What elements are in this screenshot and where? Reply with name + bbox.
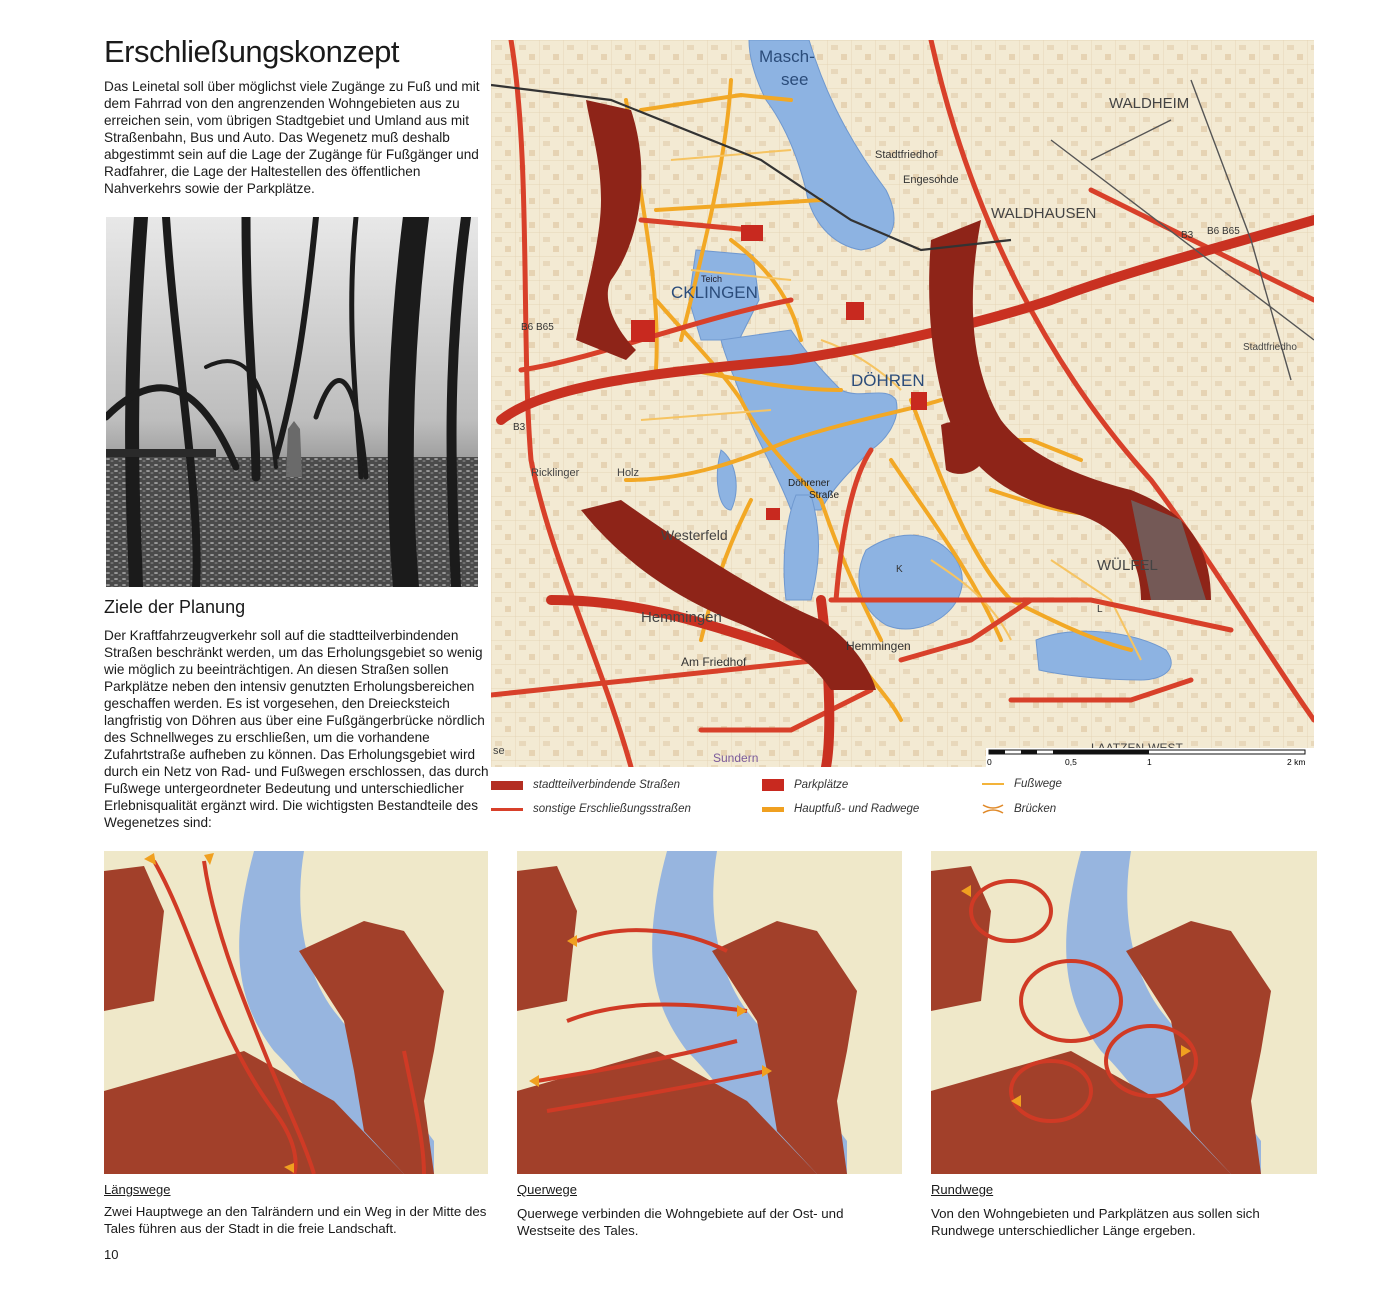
development-concept-map xyxy=(491,40,1314,767)
goals-paragraph: Der Kraftfahrzeugverkehr soll auf die stadtteilverbindenden Straßen beschränkt werden, um das Erholungsgebiet so wenig wie möglich zu beeinträchtigen. An diesen Straßen sollen Parkplätze neben den intensiv genutzten Erholungsbereichen geschaffen werden. Es ist vorgesehen, den Dreiecksteich langfristig von Döhren aus über eine Fußgängerbrücke nördlich des Schnellweges zu erschließen, um die vorhandene Zufahrtstraße aufheben zu können. Das Erholungsgebiet wird durch ein Netz von Rad- und Fußwegen erschlossen, das durch Fußwege untergeordneter Bedeutung und unterschiedlicher Erlebnisqualität ergänzt wird. Die wichtigsten Bestandteile des Wegenetzes sind: xyxy=(104,628,489,830)
forest-photo xyxy=(106,217,478,587)
label-westerfeld: Westerfeld xyxy=(661,527,728,543)
scale-label-1: 1 xyxy=(1147,757,1152,767)
scale-label-2km: 2 km xyxy=(1287,757,1306,767)
label-teich: Teich xyxy=(701,274,723,284)
label-am-friedhof: Am Friedhof xyxy=(681,655,747,669)
label-sundern: Sundern xyxy=(713,751,759,765)
panel-laengswege-diagram xyxy=(104,851,488,1174)
caption-text-rundwege: Von den Wohngebieten und Parkplätzen aus sollen sich Rundwege unterschiedlicher Länge ergeben. xyxy=(931,1206,1260,1238)
caption-heading-querwege: Querwege xyxy=(517,1182,577,1197)
label-ricklingen: CKLINGEN xyxy=(671,283,758,302)
panel-rundwege-diagram xyxy=(931,851,1317,1174)
label-b6-b65-top: B6 B65 xyxy=(1207,226,1240,237)
panel-querwege-diagram xyxy=(517,851,902,1174)
caption-heading-rundwege: Rundwege xyxy=(931,1182,994,1197)
page-title: Erschließungskonzept xyxy=(104,34,399,69)
goals-heading: Ziele der Planung xyxy=(104,597,246,617)
label-l: L xyxy=(1097,604,1103,615)
legend-swatch xyxy=(982,783,1004,785)
label-doehrener-strasse-2: Straße xyxy=(809,490,840,501)
label-doehren: DÖHREN xyxy=(851,371,925,390)
label-b3-top: B3 xyxy=(1181,230,1194,241)
label-stadtfriedhof-2: Stadtfriedho xyxy=(1243,342,1297,353)
legend-label: Fußwege xyxy=(1014,778,1062,790)
label-engesohde: Engesohde xyxy=(903,174,959,186)
label-doehrener-strasse-1: Döhrener xyxy=(788,478,830,489)
legend-main-paths xyxy=(762,803,919,815)
label-hemmingen-2: Hemmingen xyxy=(846,639,911,653)
legend-swatch xyxy=(491,781,523,790)
legend-district-roads xyxy=(491,779,680,791)
legend-bridges xyxy=(982,803,1056,815)
legend-swatch xyxy=(762,779,784,791)
label-b6-b65: B6 B65 xyxy=(521,322,554,333)
legend-label: Parkplätze xyxy=(794,779,849,791)
caption-text-querwege: Querwege verbinden die Wohngebiete auf der Ost- und Westseite des Tales. xyxy=(517,1206,844,1238)
label-ricklinger-holz-2: Holz xyxy=(617,467,640,479)
label-ricklinger-holz-1: Ricklinger xyxy=(531,467,580,479)
legend-label: Brücken xyxy=(1014,803,1057,815)
legend-label: stadtteilverbindende Straßen xyxy=(533,779,681,791)
caption-heading-laengswege: Längswege xyxy=(104,1182,171,1197)
label-maschsee-2: see xyxy=(781,70,809,89)
label-se: se xyxy=(493,745,505,757)
legend-swatch xyxy=(762,807,784,812)
bridge-icon xyxy=(982,803,1004,815)
page-number: 10 xyxy=(104,1247,119,1262)
legend-label: sonstige Erschließungsstraßen xyxy=(533,803,691,815)
label-b3: B3 xyxy=(513,422,526,433)
legend-access-roads xyxy=(491,803,691,815)
map-scale-bar xyxy=(986,748,1314,767)
caption-text-laengswege: Zwei Hauptwege an den Talrändern und ein Weg in der Mitte des Tales führen aus der Stadt in die freie Landschaft. xyxy=(104,1204,487,1236)
label-stadtfriedhof: Stadtfriedhof xyxy=(875,149,938,161)
scale-label-0: 0 xyxy=(987,757,992,767)
intro-paragraph: Das Leinetal soll über möglichst viele Zugänge zu Fuß und mit dem Fahrrad von den angrenzenden Wohngebieten aus zu erreichen sein, vom übrigen Stadtgebiet und Umland aus mit Straßenbahn, Bus und Auto. Das Wegenetz muß deshalb abgestimmt sein auf die Lage der Zugänge für Fußgänger und Radfahrer, die Lage der Haltestellen des öffentlichen Nahverkehrs sowie der Parkplätze. xyxy=(104,79,480,196)
scale-label-05: 0,5 xyxy=(1065,757,1077,767)
label-hemmingen-1: Hemmingen xyxy=(641,609,722,626)
label-k: K xyxy=(896,564,903,575)
label-waldheim: WALDHEIM xyxy=(1109,95,1190,112)
label-maschsee-1: Masch- xyxy=(759,47,815,66)
legend-parking xyxy=(762,779,848,791)
legend-swatch xyxy=(491,808,523,811)
label-wuelfel: WÜLFEL xyxy=(1097,557,1158,574)
legend-label: Hauptfuß- und Radwege xyxy=(794,803,920,815)
label-waldhausen: WALDHAUSEN xyxy=(991,205,1097,222)
legend-footpaths xyxy=(982,778,1062,790)
